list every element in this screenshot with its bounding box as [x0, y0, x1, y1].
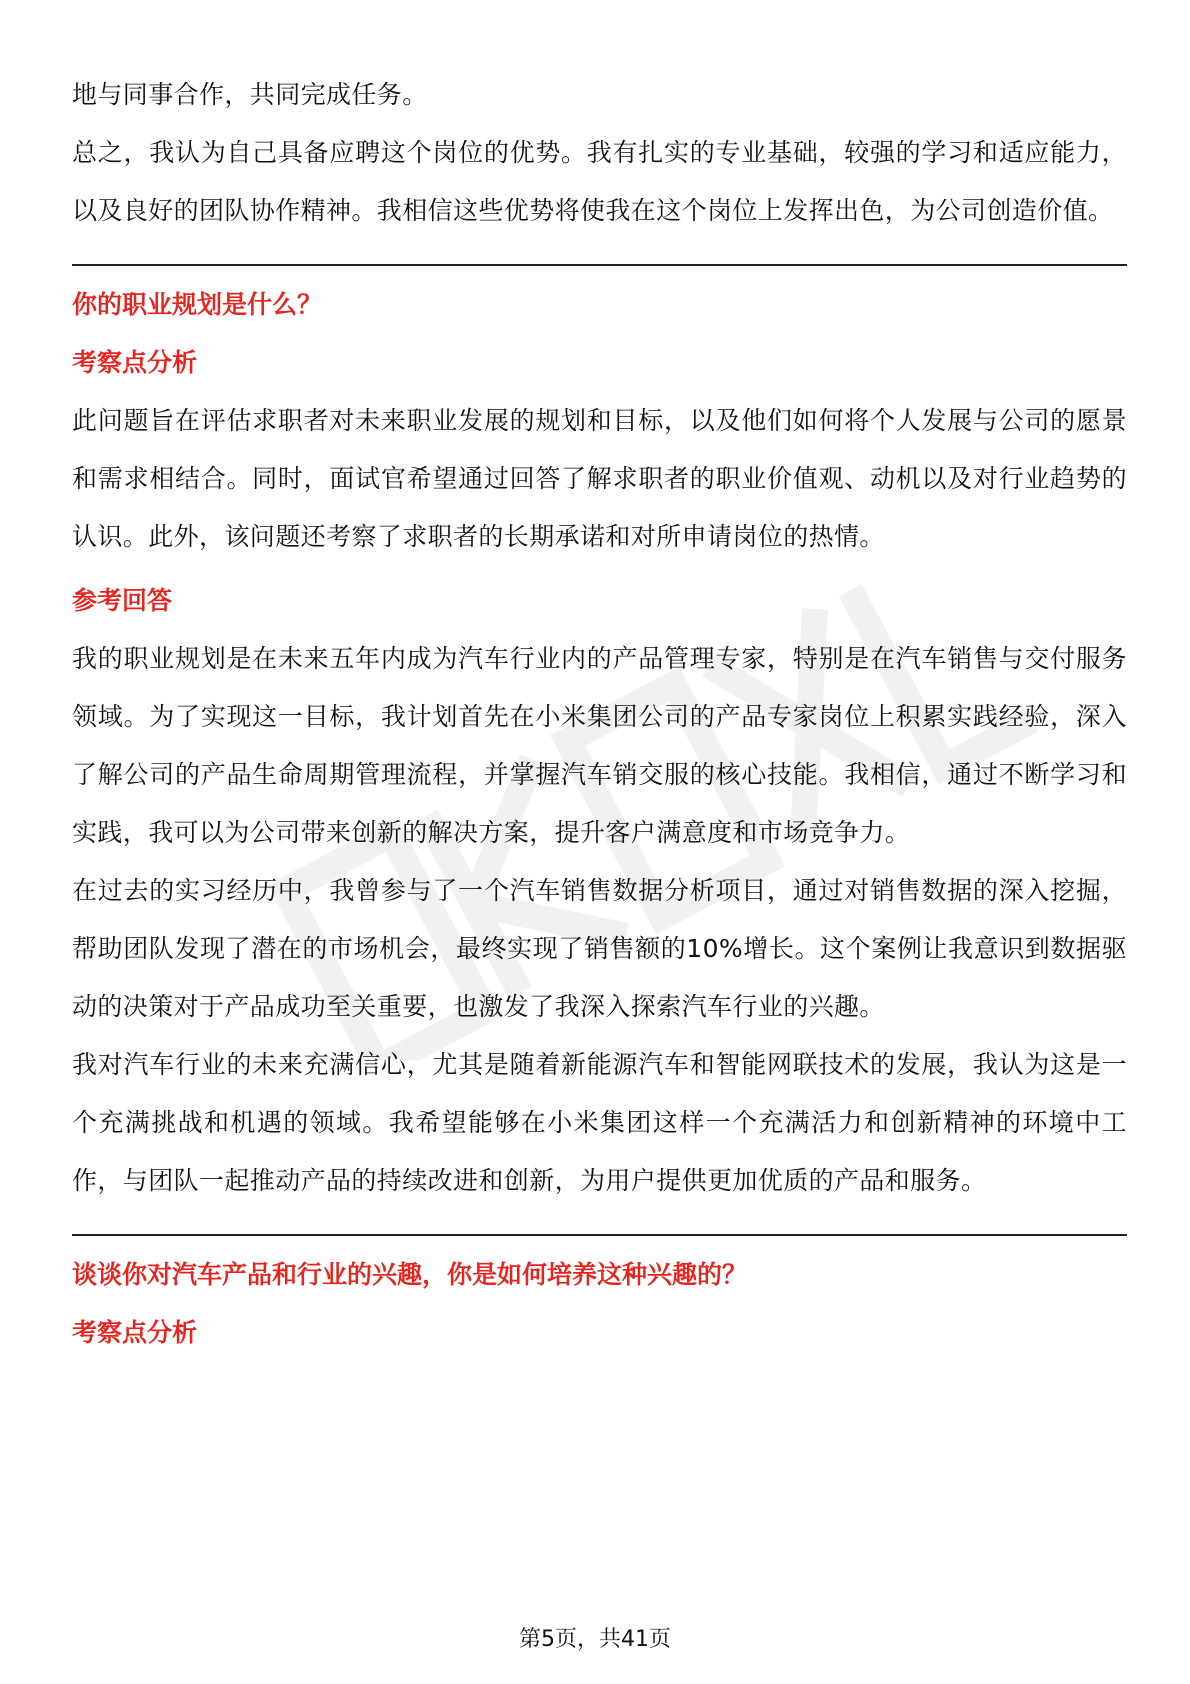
continuation-paragraph: 地与同事合作，共同完成任务。	[72, 80, 428, 109]
answer-paragraph: 我对汽车行业的未来充满信心，尤其是随着新能源汽车和智能网联技术的发展，我认为这是一个充满挑战和机遇的领域。我希望能够在小米集团这样一个充满活力和创新精神的环境中工作，与团队一起推动产品的持续改进和创新，为用户提供更加优质的产品和服务。	[72, 1050, 1127, 1195]
answer-paragraph: 我的职业规划是在未来五年内成为汽车行业内的产品管理专家，特别是在汽车销售与交付服务领域。为了实现这一目标，我计划首先在小米集团公司的产品专家岗位上积累实践经验，深入了解公司的产品生命周期管理流程，并掌握汽车销交服的核心技能。我相信，通过不断学习和实践，我可以为公司带来创新的解决方案，提升客户满意度和市场竞争力。	[72, 644, 1127, 847]
analysis-heading: 考察点分析	[72, 348, 198, 377]
answer-heading: 参考回答	[72, 586, 173, 615]
question-title: 你的职业规划是什么？	[72, 290, 323, 319]
answer-paragraph: 在过去的实习经历中，我曾参与了一个汽车销售数据分析项目，通过对销售数据的深入挖掘，帮助团队发现了潜在的市场机会，最终实现了销售额的10%增长。这个案例让我意识到数据驱动的决策对于产品成功至关重要，也激发了我深入探索汽车行业的兴趣。	[72, 876, 1127, 1021]
section-divider	[72, 264, 1127, 266]
analysis-heading: 考察点分析	[72, 1318, 198, 1347]
question-title: 谈谈你对汽车产品和行业的兴趣，你是如何培养这种兴趣的？	[72, 1260, 748, 1289]
summary-paragraph: 总之，我认为自己具备应聘这个岗位的优势。我有扎实的专业基础，较强的学习和适应能力，以及良好的团队协作精神。我相信这些优势将使我在这个岗位上发挥出色，为公司创造价值。	[72, 138, 1127, 225]
section-divider	[72, 1234, 1127, 1236]
page-number: 第5页，共41页	[519, 1627, 671, 1652]
analysis-paragraph: 此问题旨在评估求职者对未来职业发展的规划和目标，以及他们如何将个人发展与公司的愿景和需求相结合。同时，面试官希望通过回答了解求职者的职业价值观、动机以及对行业趋势的认识。此外，该问题还考察了求职者的长期承诺和对所申请岗位的热情。	[72, 406, 1127, 551]
document-page	[72, 66, 1127, 1362]
